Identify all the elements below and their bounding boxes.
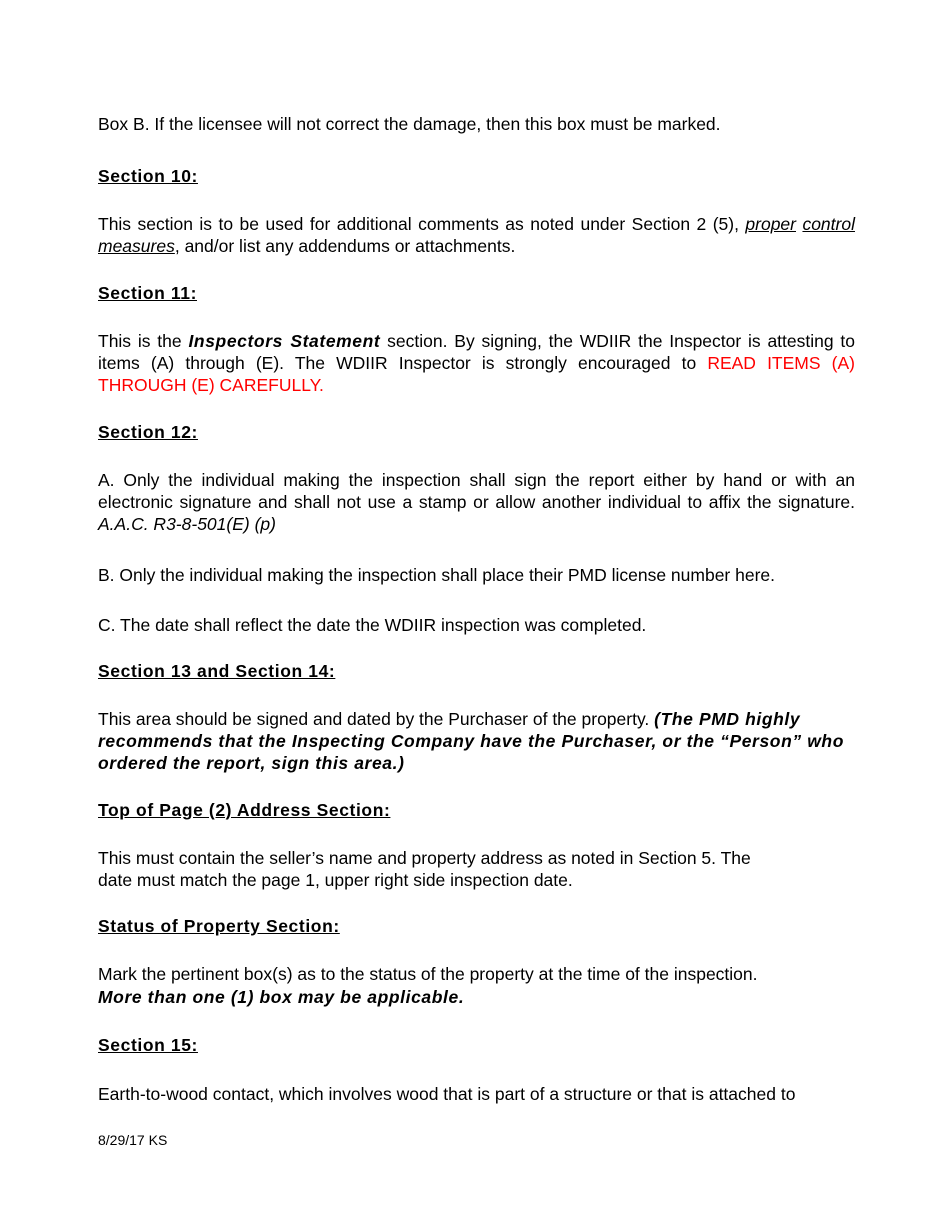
top-of-page-text-line1: This must contain the seller’s name and property address as noted in Section 5. The (98, 848, 751, 868)
page-footer: 8/29/17 KS (98, 1132, 168, 1148)
section-12-item-b: B. Only the individual making the inspection shall place their PMD license number here. (98, 565, 776, 585)
section-11-text-b: section. By signing, the WDIIR the Inspector is attesting to items (A) through (E). The WDIIR Inspector is strongly encouraged to (98, 331, 856, 373)
pmd-recommendation: (The PMD highly recommends that the Inspecting Company have the Purchaser, or the “Person” who ordered the report, sign this area.) (98, 709, 844, 773)
section-13-14-heading: Section 13 and Section 14: (98, 661, 336, 681)
status-emphasis: More than one (1) box may be applicable. (98, 987, 465, 1007)
section-10-text-b: , and/or list any addendums or attachments. (174, 236, 516, 256)
section-11-text-a: This is the (98, 331, 189, 351)
top-of-page-heading: Top of Page (2) Address Section: (98, 800, 391, 820)
inspectors-statement-emphasis: Inspectors Statement (188, 331, 381, 351)
control-link: control (802, 214, 855, 234)
section-12-item-a (98, 469, 855, 535)
section-13-14-text (98, 708, 855, 774)
section-15-heading: Section 15: (98, 1035, 198, 1055)
section-11-heading: Section 11: (98, 283, 197, 303)
box-b-text: Box B. If the licensee will not correct the damage, then this box must be marked. (98, 114, 721, 134)
section-12-heading: Section 12: (98, 422, 198, 442)
read-items-warning: READ ITEMS (A) THROUGH (E) CAREFULLY. (98, 353, 855, 395)
section-10-text (98, 213, 855, 257)
section-11-text (98, 330, 855, 396)
measures-link: measures (98, 236, 175, 256)
aac-citation: A.A.C. R3-8-501(E) (p) (98, 514, 276, 534)
section-10-text-a: This section is to be used for additional comments as noted under Section 2 (5), (98, 214, 746, 234)
proper-link: proper (745, 214, 796, 234)
section-12-item-c: C. The date shall reflect the date the WDIIR inspection was completed. (98, 615, 647, 635)
status-text: Mark the pertinent box(s) as to the status of the property at the time of the inspection. (98, 964, 758, 984)
section-13-14-text-a: This area should be signed and dated by the Purchaser of the property. (98, 709, 655, 729)
section-12-item-a-text: A. Only the individual making the inspection shall sign the report either by hand or with an electronic signature and shall not use a stamp or allow another individual to affix the signature. (98, 470, 855, 512)
section-15-text: Earth-to-wood contact, which involves wood that is part of a structure or that is attached to (98, 1084, 796, 1104)
top-of-page-text-line2: date must match the page 1, upper right side inspection date. (98, 870, 573, 890)
section-10-heading: Section 10: (98, 166, 198, 186)
status-heading: Status of Property Section: (98, 916, 340, 936)
